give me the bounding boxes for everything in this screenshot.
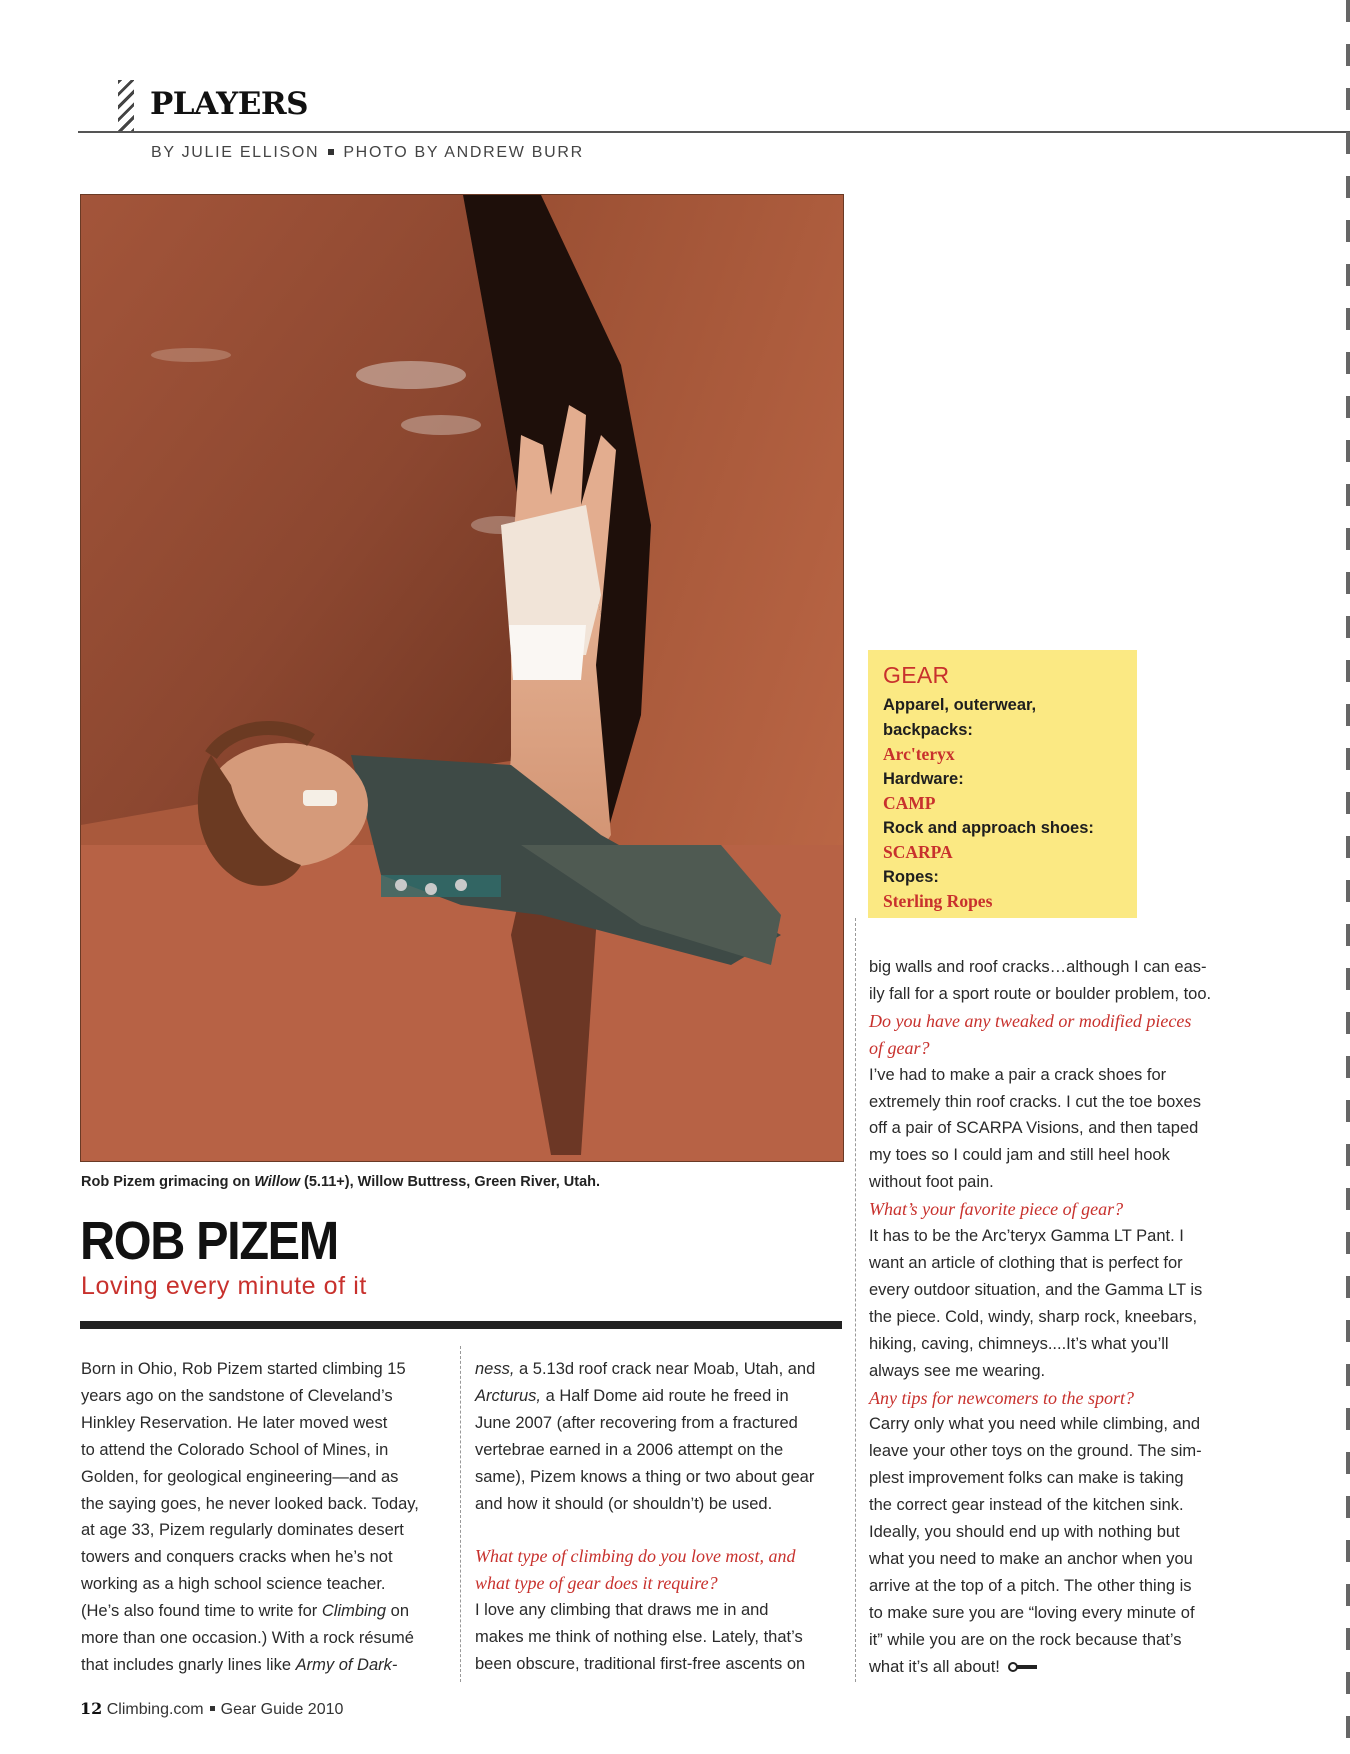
body-text: on [386, 1602, 410, 1621]
byline-separator [328, 149, 334, 155]
caption-route: Willow [254, 1174, 300, 1190]
body-line: every outdoor situation, and the Gamma LT is [869, 1280, 1203, 1299]
body-line [475, 1383, 815, 1410]
body-text: what it’s all about! [869, 1657, 1000, 1676]
interview-question: What type of climbing do you love most, and [475, 1546, 796, 1567]
body-line: been obscure, traditional first-free ascents on [475, 1655, 806, 1674]
body-line: working as a high school science teacher. [81, 1575, 386, 1594]
interview-question: of gear? [869, 1037, 930, 1058]
body-line: Carry only what you need while climbing, and [869, 1415, 1201, 1434]
article-title: ROB PIZEM [80, 1211, 338, 1271]
page-footer [80, 1699, 343, 1719]
body-line: more than one occasion.) With a rock résumé [81, 1629, 414, 1648]
title-rule [80, 1321, 842, 1329]
byline-author: BY JULIE ELLISON [151, 144, 320, 161]
byline [151, 144, 584, 162]
section-title: PLAYERS [150, 86, 309, 122]
body-line: Born in Ohio, Rob Pizem started climbing 15 [81, 1360, 406, 1378]
footer-site: Climbing.com [106, 1701, 204, 1718]
gear-brand: CAMP [883, 793, 936, 813]
body-column-2 [475, 1356, 815, 1678]
footer-issue: Gear Guide 2010 [220, 1701, 344, 1718]
body-line: plest improvement folks can make is taking [869, 1469, 1184, 1488]
body-line: to make sure you are “loving every minute of [869, 1603, 1195, 1622]
body-line: without foot pain. [869, 1173, 994, 1192]
caption-text: Rob Pizem grimacing on [81, 1174, 255, 1190]
body-line [869, 1654, 1211, 1681]
interview-question: Do you have any tweaked or modified pieces [869, 1010, 1192, 1031]
header-rule [78, 131, 1350, 133]
gear-brand: Arc'teryx [883, 744, 955, 764]
section-hatch-decoration [118, 80, 134, 132]
body-line: at age 33, Pizem regularly dominates desert [81, 1521, 404, 1540]
body-line: June 2007 (after recovering from a fractured [475, 1413, 798, 1432]
footer-separator [210, 1706, 215, 1711]
gear-category: Hardware: [883, 769, 964, 788]
photo-caption [81, 1174, 600, 1190]
route-name: Army of Dark- [295, 1655, 398, 1674]
route-name: Arcturus, [475, 1386, 542, 1405]
byline-photo-credit: PHOTO BY ANDREW BURR [343, 144, 584, 161]
body-line: off a pair of SCARPA Visions, and then taped [869, 1119, 1199, 1138]
body-line: I’ve had to make a pair a crack shoes for [869, 1065, 1167, 1084]
body-line: what you need to make an anchor when you [869, 1549, 1193, 1568]
gear-sidebar [868, 650, 1137, 918]
caption-text-end: (5.11+), Willow Buttress, Green River, Utah. [300, 1174, 601, 1190]
column-divider [460, 1346, 461, 1682]
article-subtitle: Loving every minute of it [81, 1272, 367, 1300]
body-text: (He’s also found time to write for [81, 1602, 322, 1621]
climber-photo-illustration [81, 195, 843, 1161]
body-line: extremely thin roof cracks. I cut the toe boxes [869, 1092, 1201, 1111]
body-line: vertebrae earned in a 2006 attempt on the [475, 1440, 784, 1459]
body-line: want an article of clothing that is perfect for [869, 1253, 1183, 1272]
gear-category: Apparel, outerwear, [883, 696, 1037, 714]
gear-category: backpacks: [883, 720, 973, 739]
body-line: the piece. Cold, windy, sharp rock, kneebars, [869, 1307, 1198, 1326]
body-line: Hinkley Reservation. He later moved west [81, 1413, 388, 1432]
body-column-1 [81, 1356, 419, 1679]
climber-photo [80, 194, 844, 1162]
gear-category: Rock and approach shoes: [883, 818, 1094, 837]
page-edge-marks [1346, 0, 1350, 1754]
gear-heading: GEAR [883, 662, 950, 688]
body-line: the correct gear instead of the kitchen sink. [869, 1496, 1184, 1515]
body-text: that includes gnarly lines like [81, 1655, 296, 1674]
body-line: to attend the Colorado School of Mines, in [81, 1440, 389, 1459]
body-line: It has to be the Arc’teryx Gamma LT Pant. I [869, 1227, 1184, 1246]
body-line: makes me think of nothing else. Lately, that’s [475, 1628, 803, 1647]
gear-brand: SCARPA [883, 842, 953, 862]
body-line: same), Pizem knows a thing or two about gear [475, 1467, 815, 1486]
body-line: ily fall for a sport route or boulder problem, too. [869, 984, 1212, 1003]
body-line: towers and conquers cracks when he’s not [81, 1548, 393, 1567]
body-line: arrive at the top of a pitch. The other thing is [869, 1576, 1192, 1595]
body-line: the saying goes, he never looked back. Today, [81, 1494, 419, 1513]
gear-category: Ropes: [883, 867, 939, 886]
body-line [81, 1598, 419, 1625]
body-line [475, 1356, 815, 1383]
gear-brand: Sterling Ropes [883, 891, 993, 911]
page-number: 12 [80, 1699, 103, 1718]
body-line: my toes so I could jam and still heel hook [869, 1146, 1170, 1165]
body-column-3 [869, 954, 1211, 1681]
body-line: leave your other toys on the ground. The sim- [869, 1442, 1202, 1461]
body-line: always see me wearing. [869, 1361, 1046, 1380]
column-divider [855, 918, 856, 1682]
body-text: a 5.13d roof crack near Moab, Utah, and [514, 1360, 816, 1378]
body-text: a Half Dome aid route he freed in [541, 1386, 789, 1405]
body-line: Ideally, you should end up with nothing but [869, 1523, 1180, 1542]
body-line: hiking, caving, chimneys....It’s what you’ll [869, 1334, 1169, 1353]
body-line [81, 1652, 419, 1679]
body-line: years ago on the sandstone of Cleveland’s [81, 1386, 393, 1405]
body-line: I love any climbing that draws me in and [475, 1601, 769, 1620]
interview-question: What’s your favorite piece of gear? [869, 1199, 1124, 1220]
body-line: and how it should (or shouldn’t) be used. [475, 1494, 773, 1513]
body-line: big walls and roof cracks…although I can eas- [869, 958, 1207, 976]
magazine-title: Climbing [321, 1602, 387, 1621]
route-name: ness, [475, 1360, 515, 1378]
body-line: Golden, for geological engineering—and as [81, 1467, 399, 1486]
interview-question: Any tips for newcomers to the sport? [869, 1387, 1134, 1408]
end-mark-icon [1008, 1654, 1038, 1681]
body-line: it” while you are on the rock because that’s [869, 1630, 1182, 1649]
interview-question: what type of gear does it require? [475, 1573, 718, 1594]
